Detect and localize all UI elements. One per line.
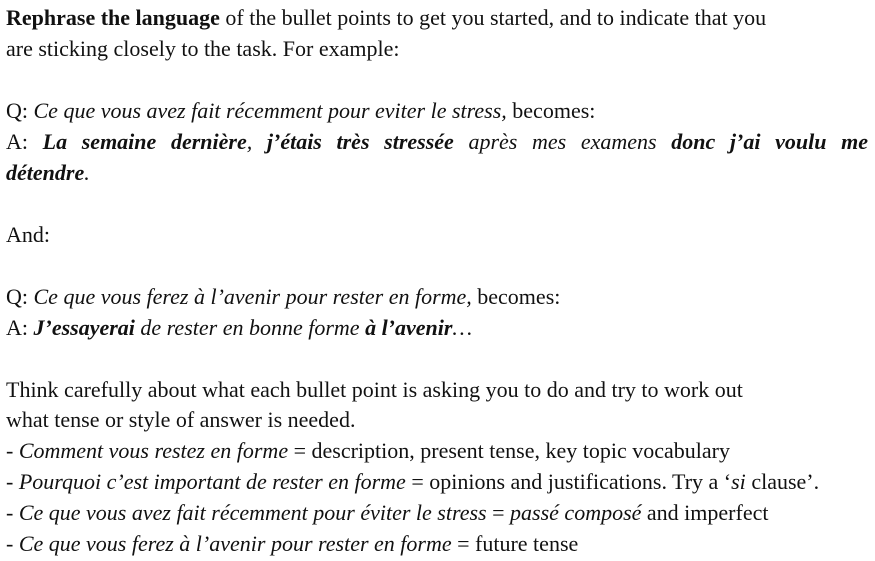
intro-line-2: are sticking closely to the task. For example: <box>6 36 400 61</box>
intro-bold-lead: Rephrase the language <box>6 5 220 30</box>
bullet-item <box>6 528 578 559</box>
example1-a-part1: La semaine dernière <box>42 129 247 154</box>
example2-q-label: Q: <box>6 284 34 309</box>
example1-question <box>6 95 595 126</box>
example1-a-label: A: <box>6 129 43 154</box>
example1-answer-line-2 <box>6 157 90 188</box>
bullet-prefix: - <box>6 438 19 463</box>
bullet-separator: = <box>405 469 430 494</box>
bullet-separator: = <box>486 500 511 525</box>
bullet-separator: = <box>288 438 312 463</box>
bullet-item <box>6 466 819 497</box>
example2-a-part1: J’essayerai <box>33 315 135 340</box>
bullet-description-italic: si <box>731 469 746 494</box>
bullet-prefix: - <box>6 500 19 525</box>
example2-a-part3: à l’avenir <box>365 315 453 340</box>
intro-line-1 <box>6 2 766 33</box>
example1-a-line2-bold: détendre <box>6 160 85 185</box>
bullet-topic: Ce que vous avez fait récemment pour éviter le stress <box>18 500 487 525</box>
bullet-description: opinions and justifications. Try a ‘ <box>429 469 732 494</box>
bullet-description: future tense <box>475 531 579 556</box>
example1-a-line2-end: . <box>84 160 90 185</box>
bullet-description-end: and imperfect <box>641 500 769 525</box>
advice-line-1: Think carefully about what each bullet point is asking you to do and try to work out <box>6 377 743 402</box>
example2-question <box>6 281 560 312</box>
example1-q-text: Ce que vous avez fait récemment pour eviter le stress, <box>33 98 507 123</box>
bullet-topic: Ce que vous ferez à l’avenir pour rester en forme <box>18 531 452 556</box>
example1-answer-line-1 <box>6 126 868 157</box>
example2-a-part4: … <box>452 315 473 340</box>
example2-a-part2: de rester en bonne forme <box>134 315 366 340</box>
bullet-topic: Pourquoi c’est important de rester en forme <box>18 469 406 494</box>
intro-line-1-rest: of the bullet points to get you started, and to indicate that you <box>219 5 767 30</box>
example1-q-label: Q: <box>6 98 34 123</box>
bullet-item <box>6 497 768 528</box>
example1-a-part5: donc j’ai voulu me <box>671 129 869 154</box>
advice-line-2: what tense or style of answer is needed. <box>6 407 356 432</box>
example1-a-part3: j’étais très stressée <box>266 129 454 154</box>
example2-answer <box>6 312 472 343</box>
bullet-description-italic: passé composé <box>510 500 642 525</box>
example2-q-suffix: becomes: <box>471 284 561 309</box>
bullet-prefix: - <box>6 469 19 494</box>
example1-a-part4: après mes examens <box>453 129 672 154</box>
example1-a-part2: , <box>246 129 267 154</box>
example2-a-label: A: <box>6 315 34 340</box>
bullet-topic: Comment vous restez en forme <box>18 438 289 463</box>
bullet-description: description, present tense, key topic vocabulary <box>311 438 730 463</box>
example2-q-text: Ce que vous ferez à l’avenir pour rester en forme, <box>33 284 472 309</box>
example1-q-suffix: becomes: <box>506 98 596 123</box>
bullet-prefix: - <box>6 531 19 556</box>
bullet-description-end: clause’. <box>745 469 820 494</box>
bullet-separator: = <box>451 531 476 556</box>
bullet-item <box>6 435 730 466</box>
connector-text: And: <box>6 222 50 247</box>
